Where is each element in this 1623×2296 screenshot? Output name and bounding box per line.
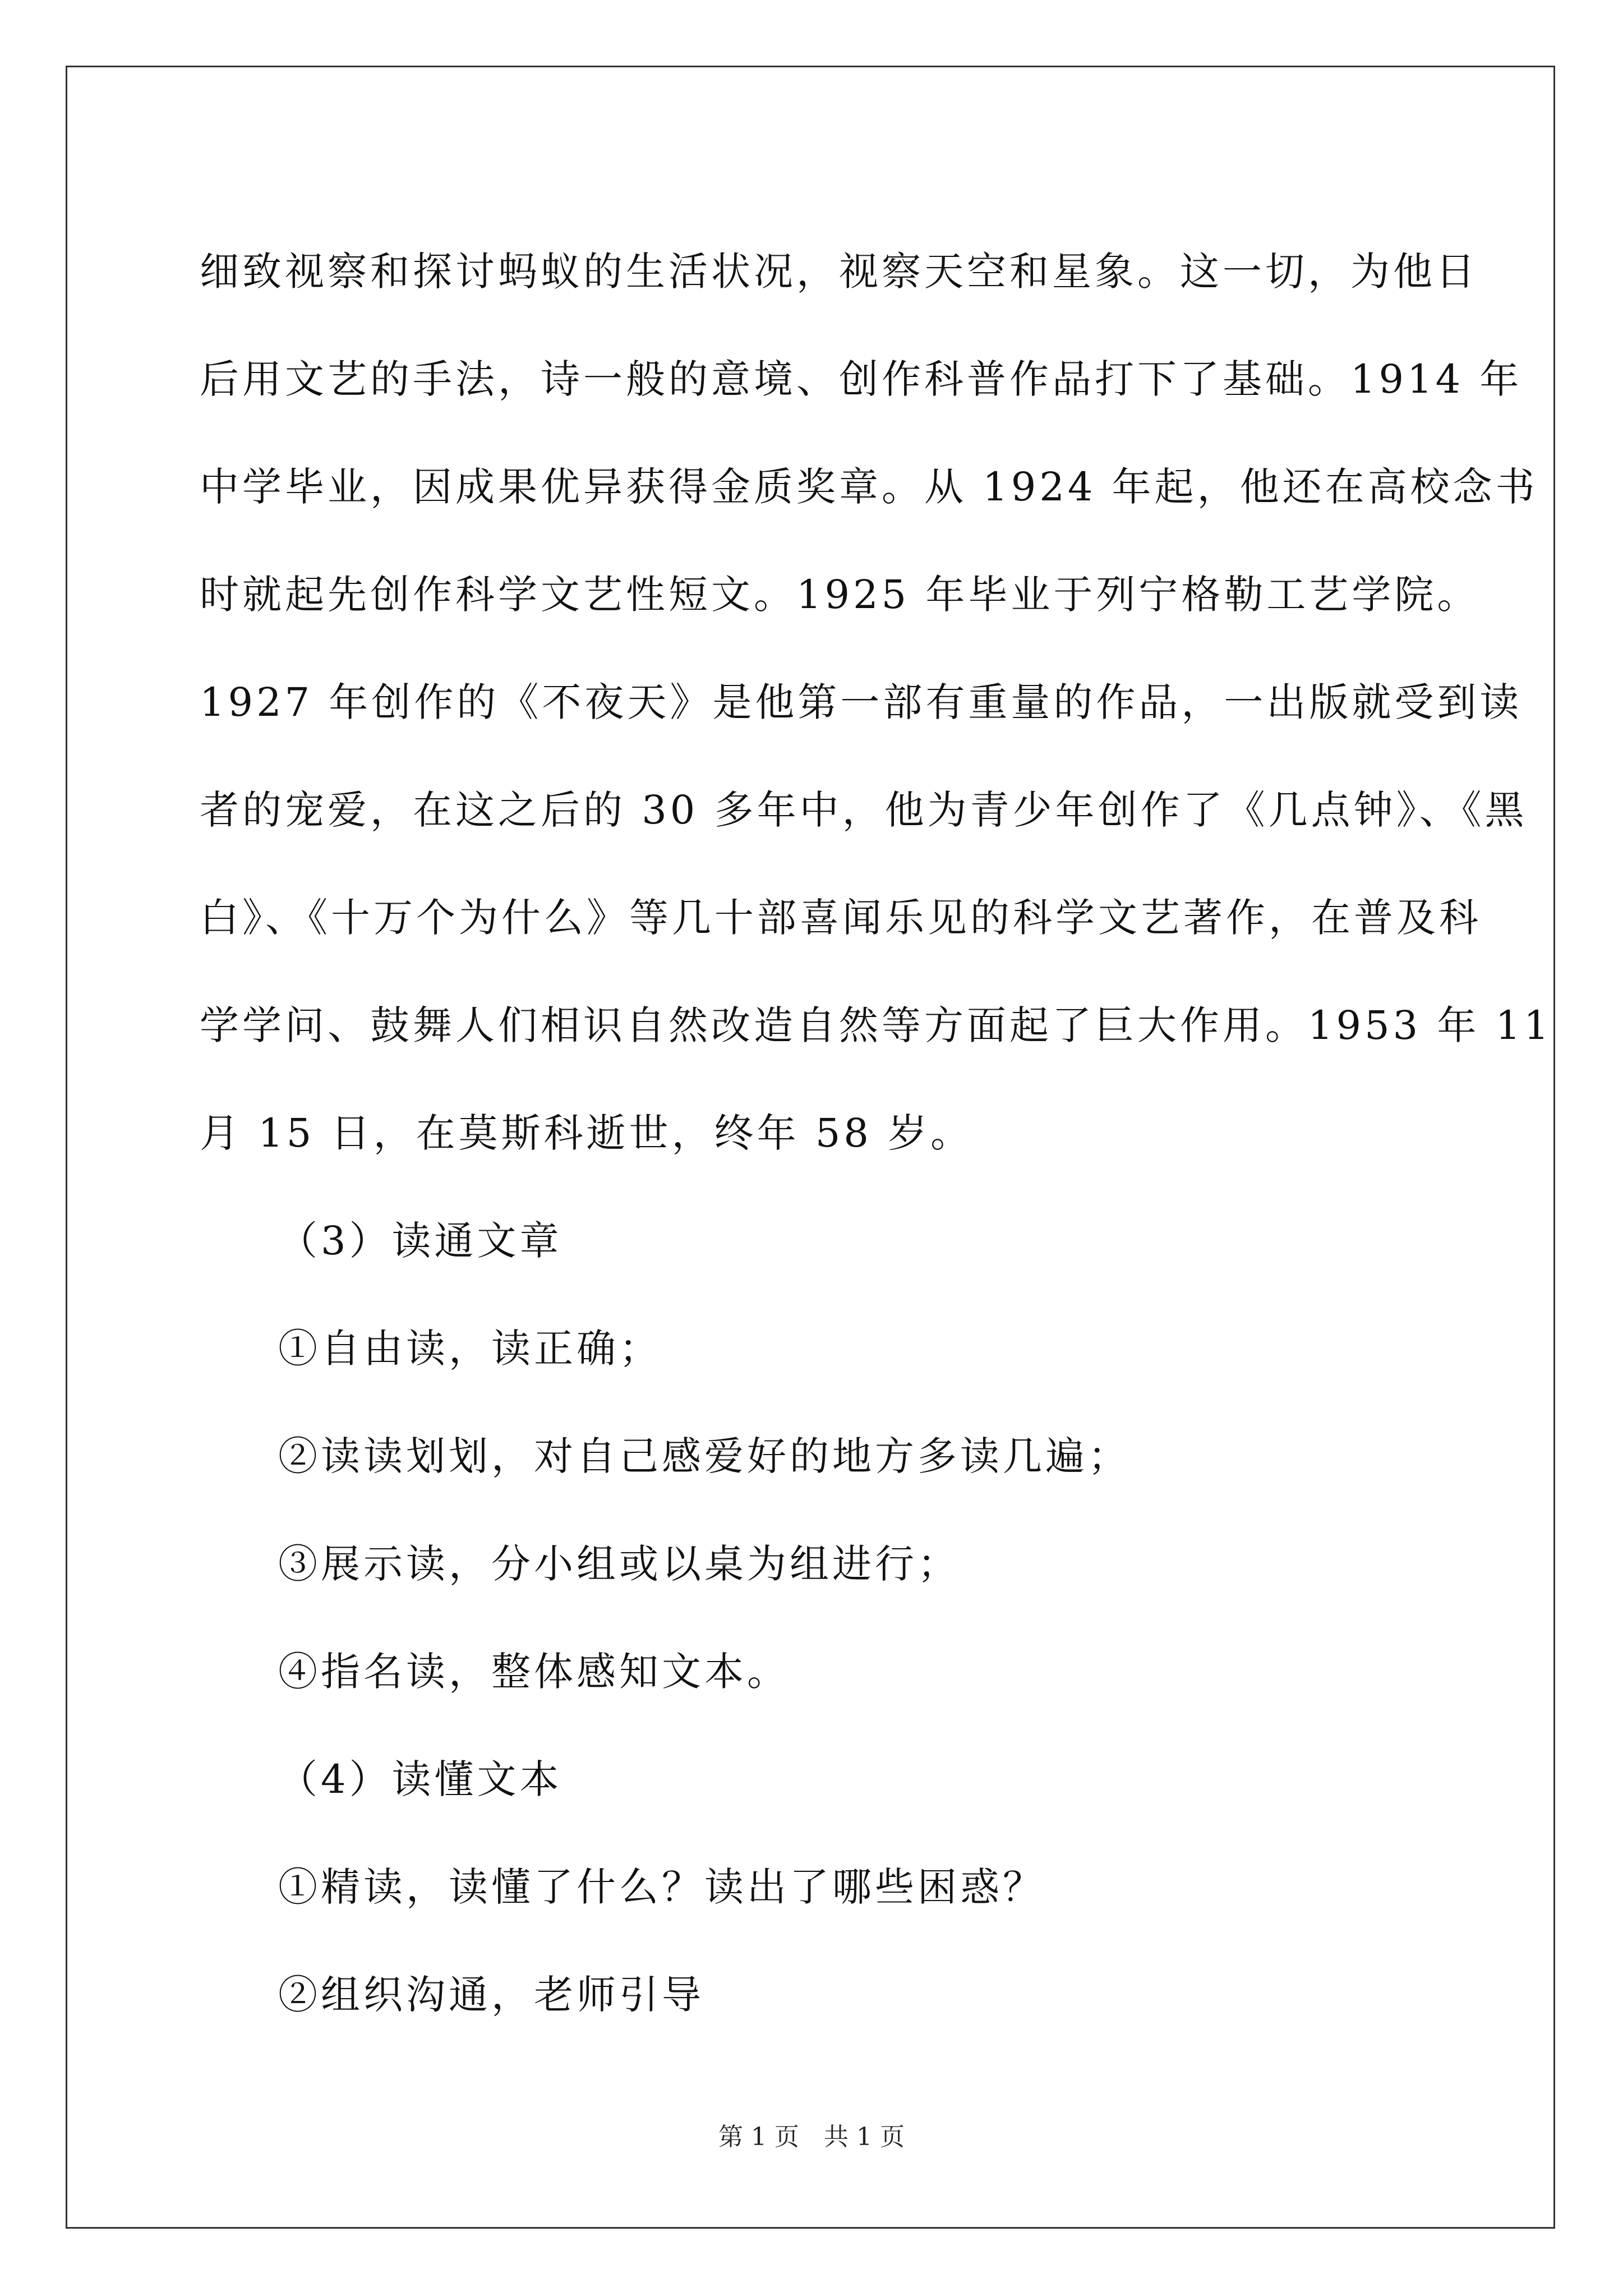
- document-body: [200, 218, 1552, 2049]
- page-number-footer: 第 1 页 共 1 页: [718, 2123, 905, 2151]
- list-item: ②读读划划，对自己感爱好的地方多读几遍；: [278, 1433, 1131, 1479]
- paragraph-line: 细致视察和探讨蚂蚁的生活状况，视察天空和星象。这一切，为他日: [200, 249, 1478, 295]
- paragraph-line: 时就起先创作科学文艺性短文。1925 年毕业于列宁格勒工艺学院。: [200, 572, 1480, 618]
- paragraph-line: 月 15 日，在莫斯科逝世，终年 58 岁。: [200, 1110, 974, 1156]
- list-item: ①自由读，读正确；: [278, 1326, 662, 1372]
- paragraph-line: 学学问、鼓舞人们相识自然改造自然等方面起了巨大作用。1953 年 11: [200, 1002, 1552, 1048]
- list-item: ①精读，读懂了什么？读出了哪些困惑？: [278, 1864, 1045, 1910]
- paragraph-line: 1927 年创作的《不夜天》是他第一部有重量的作品，一出版就受到读: [200, 679, 1523, 725]
- list-item: ②组织沟通，老师引导: [278, 1972, 704, 2018]
- section-heading-3: （3）读通文章: [278, 1218, 562, 1264]
- section-heading-4: （4）读懂文本: [278, 1756, 562, 1802]
- list-item: ④指名读，整体感知文本。: [278, 1649, 790, 1695]
- paragraph-line: 者的宠爱，在这之后的 30 多年中，他为青少年创作了《几点钟》、《黑: [200, 787, 1528, 833]
- list-item: ③展示读，分小组或以桌为组进行；: [278, 1541, 960, 1587]
- paragraph-line: 白》、《十万个为什么》等几十部喜闻乐见的科学文艺著作，在普及科: [200, 895, 1482, 941]
- paragraph-line: 中学毕业，因成果优异获得金质奖章。从 1924 年起，他还在高校念书: [200, 464, 1538, 510]
- paragraph-line: 后用文艺的手法，诗一般的意境、创作科普作品打下了基础。1914 年: [200, 356, 1523, 402]
